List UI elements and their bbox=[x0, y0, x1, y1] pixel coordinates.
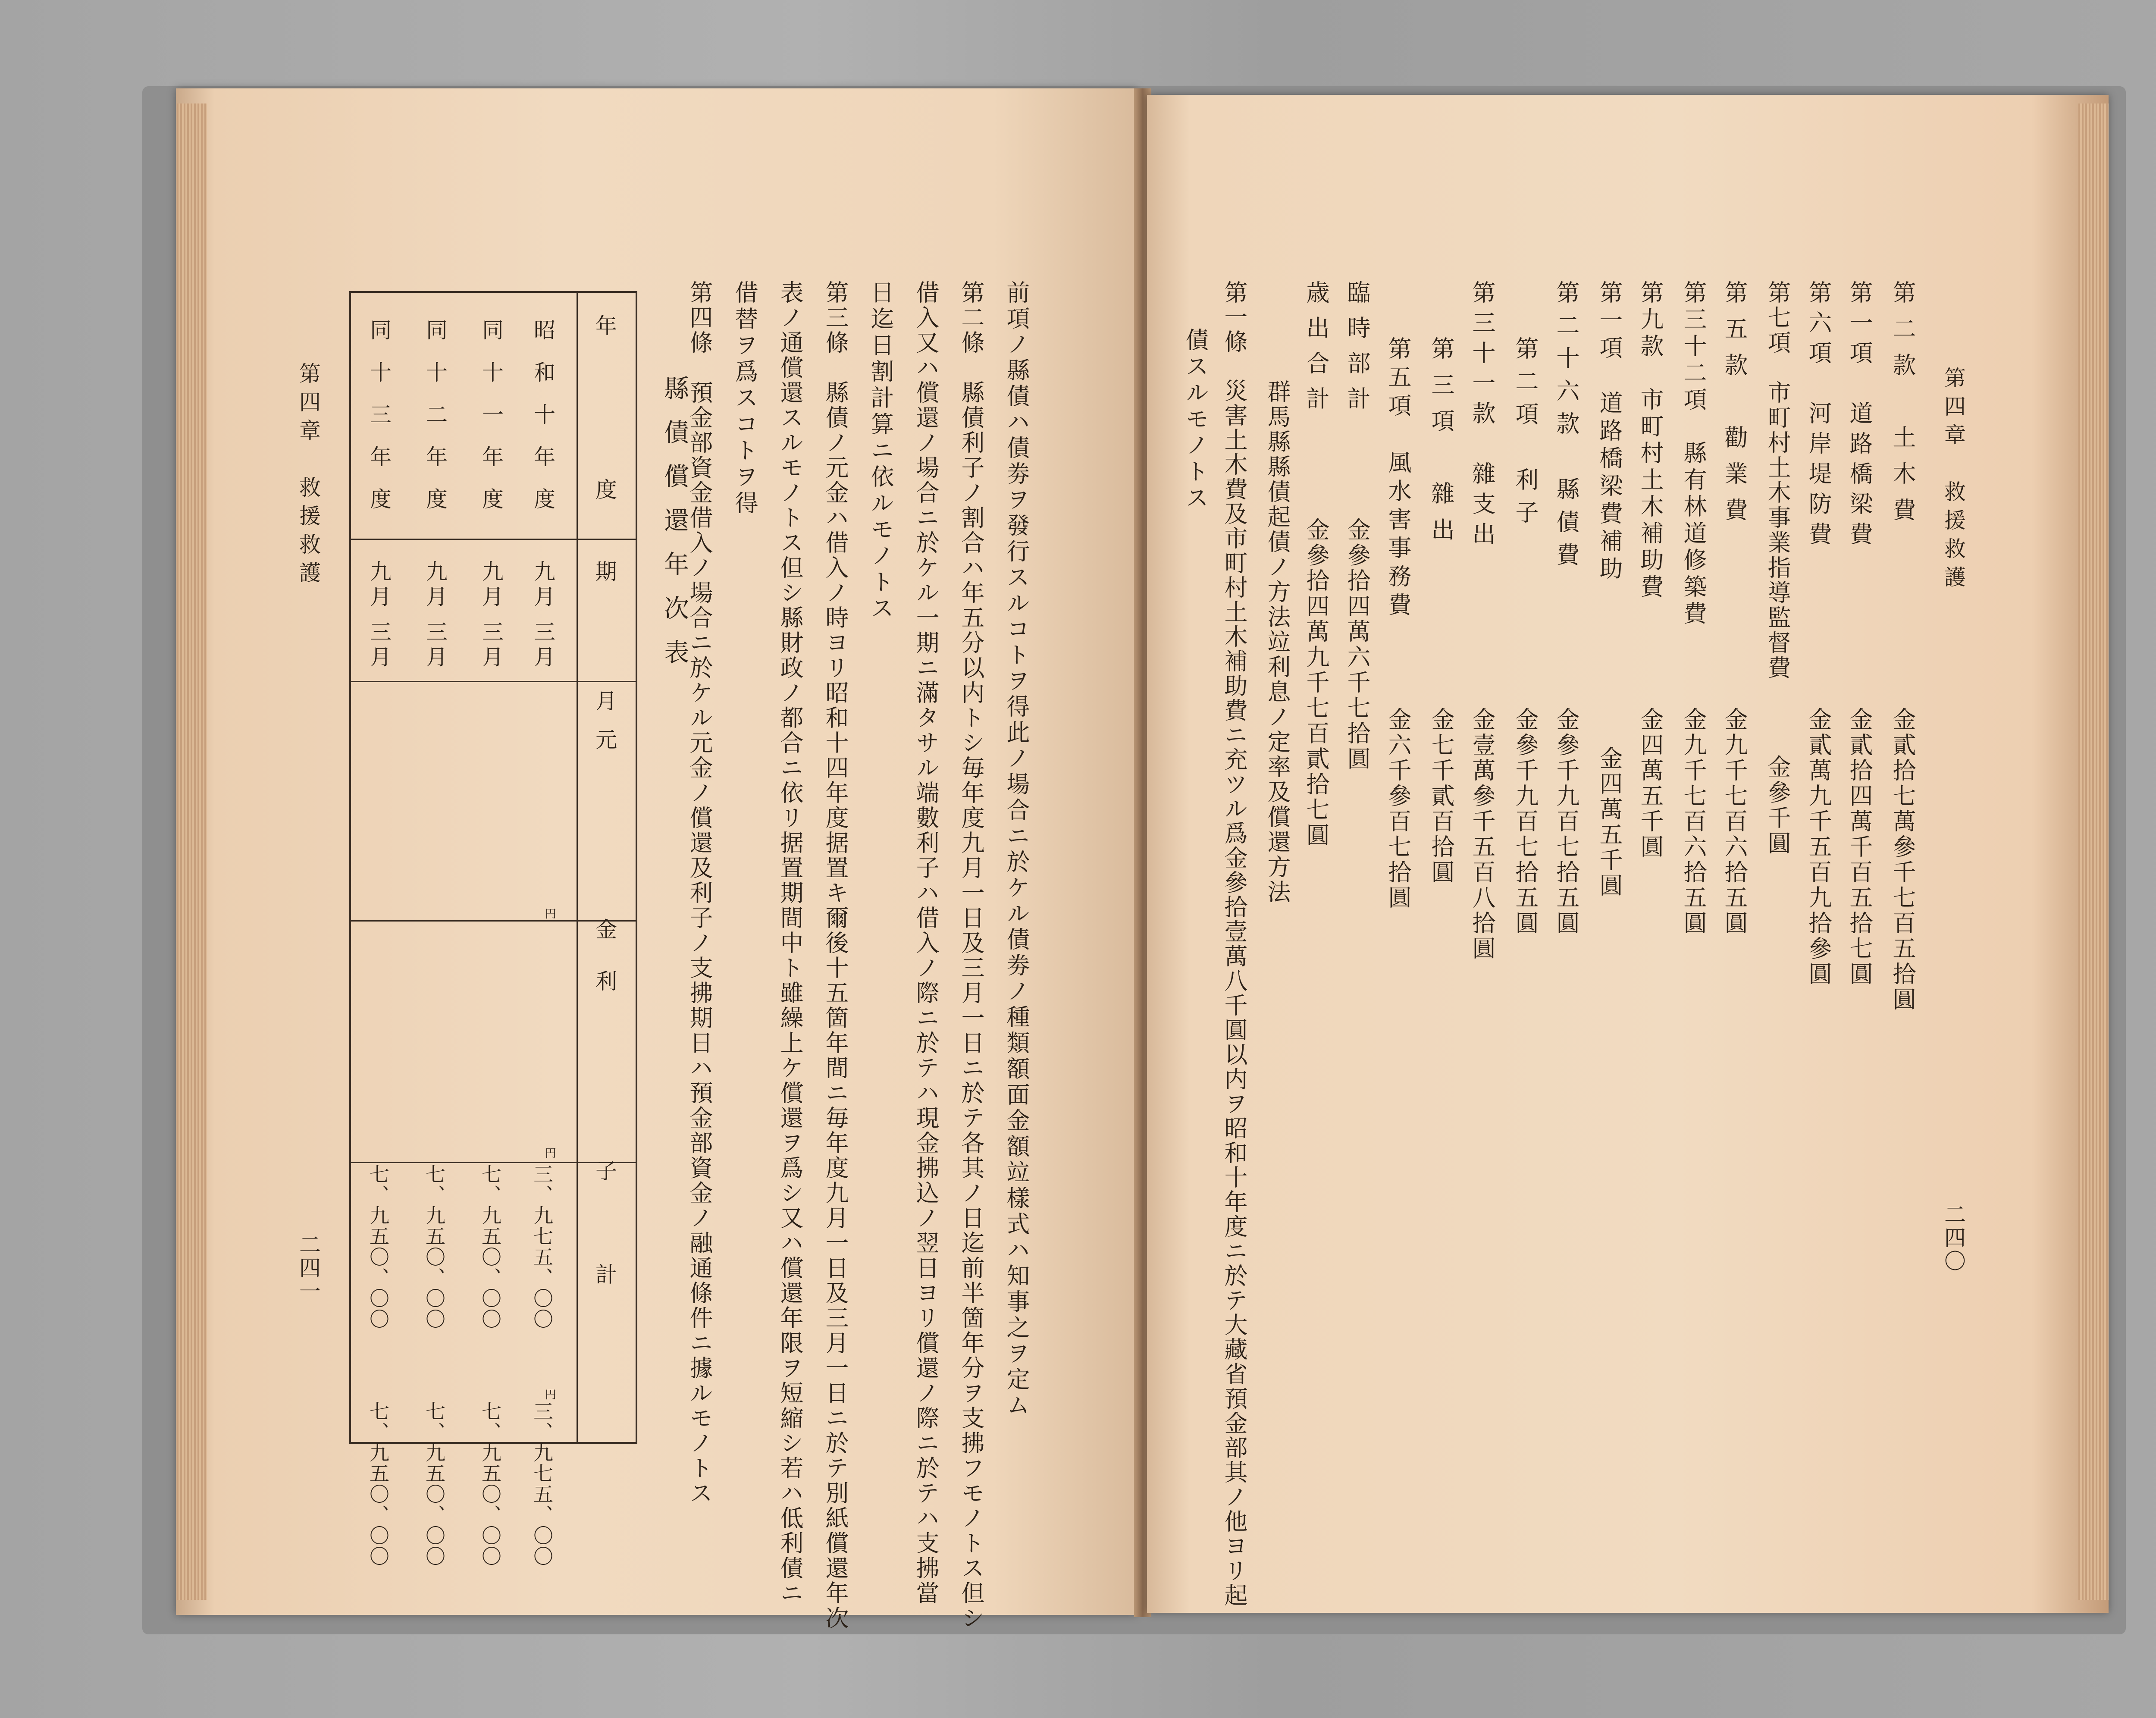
table-header-year: 年 度 bbox=[592, 314, 617, 560]
section-title: 群馬縣縣債起債ノ方法竝利息ノ定率及償還方法 bbox=[1264, 379, 1291, 905]
table-title: 縣債償還年次表 bbox=[660, 375, 689, 683]
paragraph: 第四條 預金部資金借入ノ場合ニ於ケル元金ノ償還及利子ノ支拂期日ハ預金部資金ノ融通條件ニ據ルモノトス bbox=[686, 280, 713, 1506]
budget-item-label: 第七項 市町村土木事業指導監督費 bbox=[1764, 280, 1791, 680]
budget-item-amount: 金參千九百七拾五圓 bbox=[1553, 707, 1580, 936]
paragraph: 第二條 縣債利子ノ割合ハ年五分以内トシ毎年度九月一日及三月一日ニ於テ各其ノ日迄前半箇年分ヲ支拂フモノトス但シ bbox=[958, 280, 985, 1631]
table-row-month: 九月 三月 bbox=[530, 560, 555, 671]
table-row-interest: 三、九七五、〇〇 bbox=[530, 1164, 554, 1329]
budget-item-amount: 金參拾四萬六千七拾圓 bbox=[1344, 517, 1371, 772]
table-header-principal: 元 金 bbox=[592, 728, 617, 1013]
budget-item-label: 第六項 河岸堤防費 bbox=[1805, 280, 1832, 552]
budget-item-amount: 金貳萬九千五百九拾參圓 bbox=[1805, 707, 1832, 987]
budget-item-amount: 金參千九百七拾五圓 bbox=[1512, 707, 1539, 936]
right-page bbox=[1147, 95, 2109, 1613]
article-1-line-2: 債スルモノトス bbox=[1182, 328, 1209, 512]
budget-item-label: 第一項 道路橋梁費 bbox=[1846, 280, 1873, 552]
bleed-through-text bbox=[604, 310, 637, 810]
table-header-interest: 利 子 bbox=[592, 970, 617, 1254]
table-row-month: 九月 三月 bbox=[479, 560, 504, 671]
left-page-header: 第四章 救援救護 bbox=[296, 362, 321, 590]
budget-item-amount: 金貳拾四萬千百五拾七圓 bbox=[1846, 707, 1873, 987]
article-1-line-1: 第一條 災害土木費及市町村土木補助費ニ充ツル爲金參拾壹萬八千圓以内ヲ昭和十年度ニ於テ大藏省預金部其ノ他ヨリ起 bbox=[1221, 280, 1248, 1608]
unit-total: 円 bbox=[545, 1389, 557, 1401]
budget-item-amount: 金六千參百七拾圓 bbox=[1385, 707, 1412, 911]
budget-item-label: 第三項 雜出 bbox=[1428, 336, 1455, 554]
table-row-year: 同十二年度 bbox=[423, 319, 448, 530]
paragraph: 借入又ハ償還ノ場合ニ於ケル一期ニ滿タサル端數利子ハ借入ノ際ニ於テハ現金拂込ノ翌日ヨリ償還ノ際ニ於テハ支拂當 bbox=[912, 280, 940, 1606]
table-row-year: 同十三年度 bbox=[367, 319, 392, 530]
table-header-divider bbox=[577, 293, 578, 1442]
right-page-number: 二四〇 bbox=[1941, 1203, 1966, 1273]
budget-item-label: 第五項 風水害事務費 bbox=[1385, 336, 1412, 621]
table-row-month: 九月 三月 bbox=[367, 560, 392, 671]
budget-item-label: 第一項 道路橋梁費補助 bbox=[1596, 280, 1623, 584]
table-row-total: 三、九七五、〇〇 bbox=[530, 1401, 554, 1567]
paragraph: 第三條 縣債ノ元金ハ借入ノ時ヨリ昭和十四年度据置キ爾後十五箇年間ニ毎年度九月一日及三月一日ニ於テ別紙償還年次 bbox=[822, 280, 849, 1631]
budget-item-amount: 金四萬五千圓 bbox=[1596, 746, 1623, 899]
right-page-edge bbox=[2078, 103, 2109, 1600]
table-row-total: 七、九五〇、〇〇 bbox=[479, 1401, 502, 1567]
budget-item-label: 第二項 利子 bbox=[1512, 336, 1539, 533]
budget-item-label: 第九款 市町村土木補助費 bbox=[1637, 280, 1664, 601]
table-row-year: 同十一年度 bbox=[479, 319, 504, 530]
paragraph: 表ノ通償還スルモノトス但シ縣財政ノ都合ニ依リ据置期間中ト雖繰上ケ償還ヲ爲シ又ハ償還年限ヲ短縮シ若ハ低利債ニ bbox=[777, 280, 804, 1606]
table-row-year: 昭和十年度 bbox=[530, 319, 555, 530]
budget-item-label: 第三十一款 雜支出 bbox=[1469, 280, 1496, 552]
paragraph: 前項ノ縣債ハ債劵ヲ發行スルコトヲ得此ノ場合ニ於ケル債劵ノ種類額面金額竝樣式ハ知事之ヲ定ム bbox=[1003, 280, 1030, 1419]
unit-interest: 円 bbox=[545, 1147, 557, 1160]
table-row-total: 七、九五〇、〇〇 bbox=[367, 1401, 390, 1567]
budget-item-amount: 金九千七百六拾五圓 bbox=[1721, 707, 1748, 936]
left-page-number: 二四一 bbox=[296, 1233, 321, 1303]
unit-principal: 円 bbox=[545, 908, 557, 921]
budget-item-label: 第三十二項 縣有林道修築費 bbox=[1680, 280, 1707, 628]
table-header-month: 期 月 bbox=[592, 560, 617, 754]
budget-item-amount: 金參拾四萬九千七百貳拾七圓 bbox=[1303, 517, 1330, 848]
left-page-edge bbox=[177, 103, 207, 1600]
table-row-total: 七、九五〇、〇〇 bbox=[423, 1401, 446, 1567]
table-row-month: 九月 三月 bbox=[423, 560, 448, 671]
budget-item-amount: 金壹萬參千五百八拾圓 bbox=[1469, 707, 1496, 962]
budget-item-label: 第二款 土木費 bbox=[1889, 280, 1916, 534]
table-header-total: 計 bbox=[592, 1263, 617, 1285]
left-page bbox=[176, 88, 1138, 1615]
table-row-interest: 七、九五〇、〇〇 bbox=[423, 1164, 446, 1329]
budget-item-amount: 金四萬五千圓 bbox=[1637, 707, 1664, 860]
budget-item-label: 歳出合計 bbox=[1303, 280, 1330, 422]
paragraph: 借替ヲ爲スコトヲ得 bbox=[731, 280, 758, 517]
table-row-interest: 七、九五〇、〇〇 bbox=[367, 1164, 390, 1329]
budget-item-amount: 金貳拾七萬參千七百五拾圓 bbox=[1889, 707, 1916, 1013]
table-row-interest: 七、九五〇、〇〇 bbox=[479, 1164, 502, 1329]
paragraph: 日迄日割計算ニ依ルモノトス bbox=[867, 280, 894, 622]
budget-item-amount: 金七千貳百拾圓 bbox=[1428, 707, 1455, 885]
budget-item-label: 臨時部計 bbox=[1344, 280, 1371, 422]
budget-item-amount: 金九千七百六拾五圓 bbox=[1680, 707, 1707, 936]
budget-item-label: 第五款 勸業費 bbox=[1721, 280, 1748, 534]
right-page-header: 第四章 救援救護 bbox=[1941, 367, 1966, 594]
repayment-schedule-table bbox=[349, 291, 637, 1567]
budget-item-label: 第二十六款 縣債費 bbox=[1553, 280, 1580, 575]
budget-item-amount: 金參千圓 bbox=[1764, 755, 1791, 856]
